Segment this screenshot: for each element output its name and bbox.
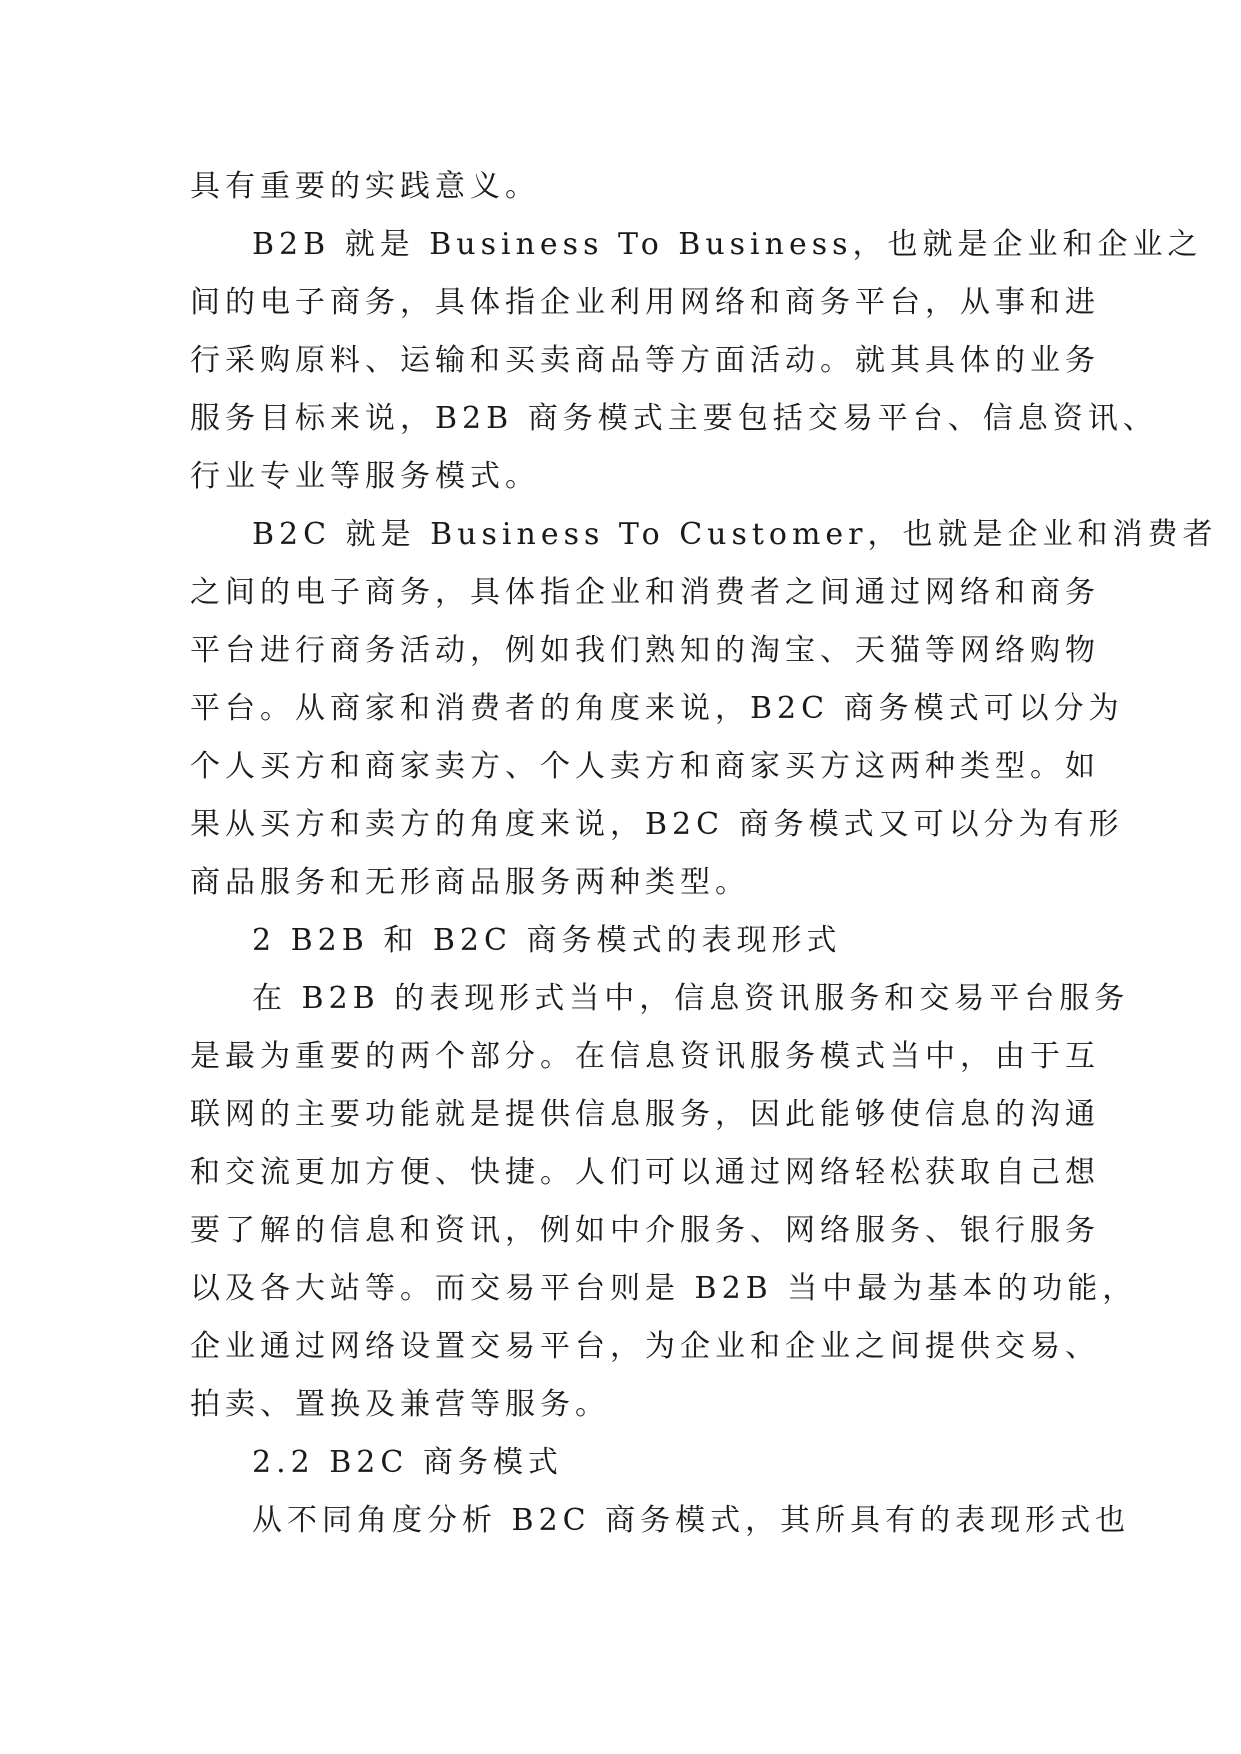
paragraph-line: 服务目标来说，B2B 商务模式主要包括交易平台、信息资讯、	[190, 401, 1158, 436]
subsection-heading: 2.2 B2C 商务模式	[252, 1445, 563, 1480]
body-text	[190, 158, 1218, 1550]
paragraph-line-indented: B2C 就是 Business To Customer，也就是企业和消费者	[252, 517, 1218, 552]
paragraph-line: 平台。从商家和消费者的角度来说，B2C 商务模式可以分为	[190, 691, 1124, 726]
paragraph-line: 行业专业等服务模式。	[190, 459, 540, 494]
paragraph-line-indented: 在 B2B 的表现形式当中，信息资讯服务和交易平台服务	[252, 981, 1130, 1016]
paragraph-line: 行采购原料、运输和买卖商品等方面活动。就其具体的业务	[190, 343, 1100, 378]
paragraph-line: 以及各大站等。而交易平台则是 B2B 当中最为基本的功能，	[190, 1271, 1138, 1306]
paragraph-line: 具有重要的实践意义。	[190, 169, 540, 204]
paragraph-line: 拍卖、置换及兼营等服务。	[190, 1387, 610, 1422]
paragraph-line: 平台进行商务活动，例如我们熟知的淘宝、天猫等网络购物	[190, 633, 1100, 668]
section-heading: 2 B2B 和 B2C 商务模式的表现形式	[252, 923, 842, 958]
paragraph-line: 果从买方和卖方的角度来说，B2C 商务模式又可以分为有形	[190, 807, 1124, 842]
paragraph-line: 之间的电子商务，具体指企业和消费者之间通过网络和商务	[190, 575, 1100, 610]
paragraph-line-indented: B2B 就是 Business To Business，也就是企业和企业之	[252, 227, 1203, 262]
paragraph-line: 个人买方和商家卖方、个人卖方和商家买方这两种类型。如	[190, 749, 1100, 784]
paragraph-line: 是最为重要的两个部分。在信息资讯服务模式当中，由于互	[190, 1039, 1100, 1074]
paragraph-line-indented: 从不同角度分析 B2C 商务模式，其所具有的表现形式也	[252, 1503, 1131, 1538]
paragraph-line: 联网的主要功能就是提供信息服务，因此能够使信息的沟通	[190, 1097, 1100, 1132]
paragraph-line: 要了解的信息和资讯，例如中介服务、网络服务、银行服务	[190, 1213, 1100, 1248]
paragraph-line: 和交流更加方便、快捷。人们可以通过网络轻松获取自己想	[190, 1155, 1100, 1190]
paragraph-line: 企业通过网络设置交易平台，为企业和企业之间提供交易、	[190, 1329, 1100, 1364]
paragraph-line: 间的电子商务，具体指企业利用网络和商务平台，从事和进	[190, 285, 1100, 320]
paragraph-line: 商品服务和无形商品服务两种类型。	[190, 865, 750, 900]
